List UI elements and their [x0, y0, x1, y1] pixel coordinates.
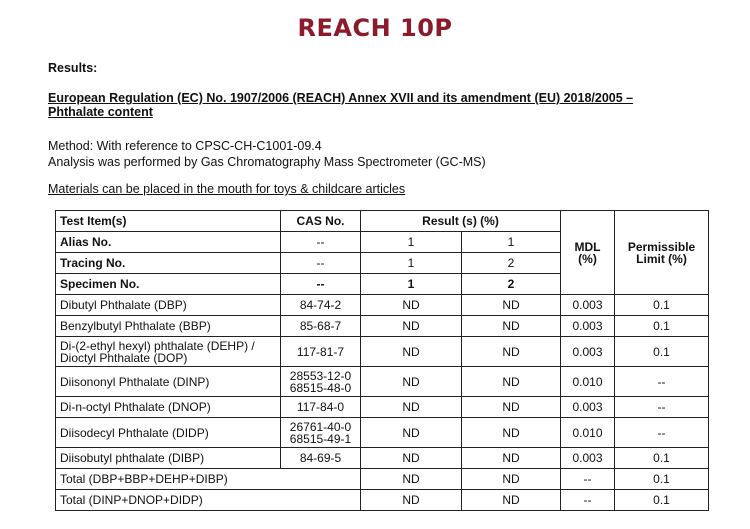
alias-r1: 1: [361, 232, 462, 253]
method-line: Method: With reference to CPSC-CH-C1001-09.4: [48, 139, 322, 153]
result-2: ND: [462, 418, 561, 448]
cas-no: 85-68-7: [281, 316, 361, 337]
limit-value: --: [615, 397, 709, 418]
materials-note: Materials can be placed in the mouth for toys & childcare articles: [48, 182, 406, 196]
test-item: Benzylbutyl Phthalate (BBP): [56, 316, 281, 337]
header-limit-line2: Limit (%): [636, 251, 687, 266]
test-item: Diisodecyl Phthalate (DIDP): [56, 418, 281, 448]
header-row: [56, 211, 709, 232]
total-item: Total (DINP+DNOP+DIDP): [56, 490, 361, 511]
limit-value: 0.1: [615, 490, 709, 511]
result-2: ND: [462, 469, 561, 490]
limit-value: 0.1: [615, 316, 709, 337]
mdl-value: 0.003: [561, 337, 615, 367]
report-title: REACH 10P: [297, 14, 453, 42]
table-row: [56, 337, 709, 367]
alias-label: Alias No.: [56, 232, 281, 253]
tracing-r2: 2: [462, 253, 561, 274]
cas-no: [281, 367, 361, 397]
alias-r2: 1: [462, 232, 561, 253]
header-test-item: Test Item(s): [56, 211, 281, 232]
limit-value: 0.1: [615, 337, 709, 367]
specimen-label: Specimen No.: [56, 274, 281, 295]
header-result: Result (s) (%): [361, 211, 561, 232]
tracing-cas: --: [281, 253, 361, 274]
test-item: Diisononyl Phthalate (DINP): [56, 367, 281, 397]
result-1: ND: [361, 448, 462, 469]
result-1: ND: [361, 295, 462, 316]
test-item: Diisobutyl phthalate (DIBP): [56, 448, 281, 469]
limit-value: --: [615, 367, 709, 397]
header-mdl-line1: MDL: [574, 239, 601, 254]
mdl-value: 0.010: [561, 418, 615, 448]
result-2: ND: [462, 337, 561, 367]
limit-value: 0.1: [615, 469, 709, 490]
alias-cas: --: [281, 232, 361, 253]
tracing-r1: 1: [361, 253, 462, 274]
cas-no: 84-74-2: [281, 295, 361, 316]
mdl-value: 0.003: [561, 316, 615, 337]
result-1: ND: [361, 316, 462, 337]
analysis-line: Analysis was performed by Gas Chromatography Mass Spectrometer (GC-MS): [48, 155, 486, 169]
test-item: [56, 337, 281, 367]
result-1: ND: [361, 397, 462, 418]
mdl-value: 0.003: [561, 295, 615, 316]
cas-no: 117-84-0: [281, 397, 361, 418]
cas-no-line1: 28553-12-0: [289, 368, 352, 383]
cas-no: [281, 418, 361, 448]
tracing-label: Tracing No.: [56, 253, 281, 274]
test-item-line2: Dioctyl Phthalate (DOP): [60, 350, 188, 365]
mdl-value: 0.010: [561, 367, 615, 397]
results-heading: Results:: [48, 61, 98, 75]
test-item: Dibutyl Phthalate (DBP): [56, 295, 281, 316]
result-1: ND: [361, 490, 462, 511]
table-row: [56, 397, 709, 418]
result-1: ND: [361, 469, 462, 490]
table-row: [56, 418, 709, 448]
specimen-r2: 2: [462, 274, 561, 295]
table-row: [56, 316, 709, 337]
limit-value: 0.1: [615, 448, 709, 469]
result-2: ND: [462, 397, 561, 418]
result-2: ND: [462, 448, 561, 469]
header-mdl: [561, 211, 615, 295]
limit-value: --: [615, 418, 709, 448]
result-1: ND: [361, 418, 462, 448]
limit-value: 0.1: [615, 295, 709, 316]
result-2: ND: [462, 316, 561, 337]
mdl-value: 0.003: [561, 448, 615, 469]
table-row: [56, 469, 709, 490]
header-limit-line1: Permissible: [627, 239, 696, 254]
cas-no: 117-81-7: [281, 337, 361, 367]
table-row: [56, 448, 709, 469]
results-table: [55, 210, 709, 511]
result-2: ND: [462, 295, 561, 316]
specimen-r1: 1: [361, 274, 462, 295]
result-1: ND: [361, 337, 462, 367]
total-item: Total (DBP+BBP+DEHP+DIBP): [56, 469, 361, 490]
mdl-value: --: [561, 490, 615, 511]
table-row: [56, 490, 709, 511]
mdl-value: --: [561, 469, 615, 490]
test-item-line1: Di-(2-ethyl hexyl) phthalate (DEHP) /: [60, 338, 255, 353]
test-item: Di-n-octyl Phthalate (DNOP): [56, 397, 281, 418]
header-limit: [615, 211, 709, 295]
method-block: [48, 138, 708, 170]
result-2: ND: [462, 490, 561, 511]
header-mdl-line2: (%): [578, 251, 597, 266]
cas-no-line1: 26761-40-0: [289, 419, 352, 434]
header-cas: CAS No.: [281, 211, 361, 232]
cas-no: 84-69-5: [281, 448, 361, 469]
cas-no-line2: 68515-48-0: [289, 380, 352, 395]
result-1: ND: [361, 367, 462, 397]
mdl-value: 0.003: [561, 397, 615, 418]
specimen-cas: --: [281, 274, 361, 295]
regulation-title: European Regulation (EC) No. 1907/2006 (REACH) Annex XVII and its amendment (EU) 2018/2005 – Phthalate content: [48, 91, 634, 119]
table-row: [56, 367, 709, 397]
table-row: [56, 295, 709, 316]
result-2: ND: [462, 367, 561, 397]
cas-no-line2: 68515-49-1: [289, 431, 352, 446]
